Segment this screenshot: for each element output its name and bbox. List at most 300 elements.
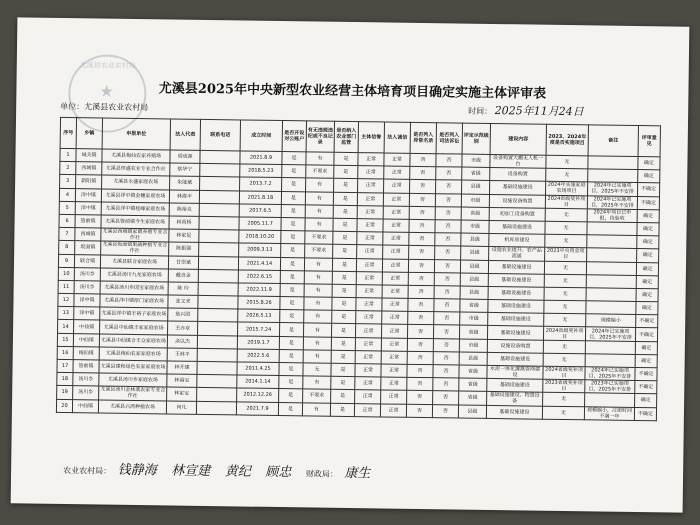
table-cell: 是: [333, 192, 357, 206]
table-cell: 正常: [355, 377, 381, 391]
table-cell: 无: [543, 340, 585, 354]
table-cell: 否: [433, 365, 459, 379]
table-cell: 有: [303, 350, 331, 364]
signature-4: 顾忠: [265, 464, 292, 481]
table-cell: 尤溪县中仙镇丰家家庭农场: [100, 320, 168, 334]
column-header: 备注: [588, 125, 638, 157]
table-cell: 否: [433, 378, 459, 392]
table-cell: 2011.4.25: [237, 362, 279, 376]
table-cell: 正常: [357, 219, 383, 233]
table-cell: 2024年已实施项目，2025年不安排: [587, 182, 637, 196]
table-cell: 2009.3.13: [239, 243, 281, 257]
table-cell: [586, 261, 636, 275]
table-cell: 林尚桥: [169, 216, 199, 230]
table-cell: 确定: [636, 275, 658, 288]
table-cell: 18: [57, 373, 73, 386]
table-cell: 王林平: [167, 348, 197, 362]
table-cell: 是: [334, 165, 358, 179]
table-cell: 2026.5.13: [238, 309, 280, 323]
table-cell: [198, 256, 238, 270]
table-cell: 王亦章: [168, 321, 198, 335]
table-cell: 林丽宝: [167, 374, 197, 388]
table-cell: 是: [279, 336, 303, 350]
table-cell: 确定: [638, 157, 660, 170]
table-cell: 县级: [460, 286, 488, 300]
table-cell: 17: [57, 359, 73, 372]
table-cell: 是: [282, 178, 306, 192]
table-cell: 尤溪县永盛家庭农场: [102, 175, 170, 189]
table-cell: 2024年项目已申报，待验收: [587, 209, 637, 223]
seal-text: 尤溪县农业农村局: [79, 61, 136, 70]
table-cell: 确定: [635, 341, 657, 354]
table-cell: 否: [407, 391, 433, 405]
table-cell: 尤溪县汤川乡家庭农场: [99, 373, 167, 387]
table-cell: 否: [410, 167, 436, 181]
table-cell: 否: [407, 338, 433, 352]
table-cell: 否: [435, 193, 461, 207]
column-header: 2023、2024年度是否实施项目: [546, 124, 588, 156]
table-cell: 否: [433, 391, 459, 405]
table-cell: 不确定: [635, 367, 657, 380]
table-cell: 2024年已实施项目，2025年不安排: [587, 195, 637, 209]
table-cell: 是: [332, 311, 356, 325]
table-cell: 2024年实施家庭农场项目: [545, 182, 587, 196]
table-cell: 尤溪县建和绿色农家家庭农场: [99, 360, 167, 374]
table-cell: 7: [59, 228, 75, 241]
table-cell: [198, 309, 238, 323]
table-cell: 否: [409, 193, 435, 207]
table-cell: 设施设备购置: [487, 339, 543, 353]
table-cell: 汤川乡: [73, 373, 99, 387]
date-label: 时间：: [468, 106, 493, 116]
table-cell: 尤溪县汤川乡国宝家庭农场: [100, 281, 168, 295]
table-cell: 有: [305, 205, 333, 219]
table-cell: 设施农业提升、农产品流通: [489, 247, 545, 261]
table-cell: 是: [331, 390, 355, 404]
table-cell: 2017.6.5: [239, 204, 281, 218]
table-cell: 设备购置: [490, 168, 546, 182]
table-cell: [585, 340, 635, 354]
table-cell: 正常: [355, 390, 381, 404]
table-cell: 无: [542, 406, 584, 420]
signature-1: 钱静海: [117, 462, 157, 479]
star-icon: ★: [99, 81, 114, 101]
table-cell: 无: [545, 221, 587, 235]
column-header: 是否纳入农业部门监管: [334, 121, 358, 152]
table-cell: 是: [279, 389, 303, 403]
table-cell: 何凡: [166, 401, 196, 415]
table-cell: 2012.12.26: [237, 388, 279, 402]
table-cell: 县级: [459, 352, 487, 366]
table-cell: 市级: [460, 312, 488, 326]
table-cell: 确定: [635, 394, 657, 407]
table-cell: 2023中央资金项目: [545, 248, 587, 262]
table-cell: 2024省级奖补项目: [543, 327, 585, 341]
table-cell: [200, 177, 240, 191]
table-cell: 确定: [636, 302, 658, 315]
table-cell: 否: [409, 246, 435, 260]
table-cell: [199, 190, 239, 204]
signature-finance: 康生: [344, 465, 371, 482]
column-header: 联系电话: [200, 119, 240, 151]
table-cell: 基础设施建设: [488, 286, 544, 300]
table-cell: 确定: [635, 354, 657, 367]
table-cell: 是: [330, 403, 354, 417]
table-cell: 水泥一体化灌溉管网建设: [487, 365, 543, 379]
table-cell: 中仙镇: [72, 399, 98, 413]
table-cell: [197, 361, 237, 375]
table-cell: [200, 164, 240, 178]
table-cell: [585, 354, 635, 368]
document-title: 尤溪县2025年中央新型农业经营主体培育项目确定实施主体评审表: [158, 81, 547, 102]
table-cell: 林开建: [167, 361, 197, 375]
table-cell: 2024年已实施项目，2025年不安排: [585, 327, 635, 341]
table-cell: [200, 150, 240, 164]
table-cell: [196, 401, 236, 415]
table-cell: [588, 156, 638, 170]
table-cell: 洋中镇: [74, 294, 100, 308]
table-cell: 否: [407, 364, 433, 378]
table-cell: 正常: [358, 153, 384, 167]
table-cell: 否: [434, 286, 460, 300]
table-cell: 基础设施建设: [487, 326, 543, 340]
table-cell: 有: [305, 218, 333, 232]
table-cell: [587, 222, 637, 236]
table-cell: 基础设施建设: [488, 299, 544, 313]
table-cell: 尤溪县坂面镇果蔬种植专业合作社: [102, 241, 168, 255]
table-cell: 陈 玲: [168, 282, 198, 296]
table-cell: 2021.4.14: [238, 256, 280, 270]
table-cell: 梅仙镇: [73, 346, 99, 360]
table-cell: 西城镇: [75, 228, 101, 242]
table-cell: 有: [304, 271, 332, 285]
column-header: 有无违规违纪或不良记录: [306, 121, 334, 152]
table-cell: 正常: [381, 351, 407, 365]
table-cell: 10: [58, 267, 74, 280]
column-header: 主体信誉: [358, 122, 384, 153]
table-cell: 是: [331, 350, 355, 364]
table-cell: 否: [432, 404, 458, 418]
table-cell: 尤溪县梅仙农家养殖场: [102, 149, 170, 163]
table-cell: 20: [56, 399, 72, 412]
table-cell: 县级: [461, 233, 489, 247]
table-cell: 正常: [357, 205, 383, 219]
table-cell: 是: [331, 337, 355, 351]
table-cell: 正常: [358, 166, 384, 180]
table-cell: 基础设施建设: [488, 273, 544, 287]
table-cell: 正常: [383, 193, 409, 207]
table-cell: 是: [332, 258, 356, 272]
table-cell: 正常: [358, 179, 384, 193]
table-cell: 14: [58, 320, 74, 333]
table-cell: 否: [409, 219, 435, 233]
table-cell: 林家宝: [167, 387, 197, 401]
table-cell: 有: [304, 284, 332, 298]
table-cell: [198, 282, 238, 296]
table-cell: 16: [57, 346, 73, 359]
table-cell: 2015.8.26: [238, 296, 280, 310]
table-cell: 15: [57, 333, 73, 346]
table-cell: 基础设施建设: [486, 405, 542, 419]
signature-2: 林宣建: [171, 463, 211, 480]
table-cell: 2: [60, 162, 76, 175]
table-cell: 无: [544, 313, 586, 327]
table-cell: 正常: [384, 153, 410, 167]
table-cell: [199, 216, 239, 230]
column-header: 申报单位: [102, 118, 170, 150]
table-cell: 6: [59, 214, 75, 227]
table-cell: 是: [280, 310, 304, 324]
table-cell: 不要求: [305, 244, 333, 258]
table-cell: 设备购置大棚无人机一台: [490, 154, 546, 168]
table-cell: [197, 335, 237, 349]
table-cell: 尤溪县西城镇家禽养殖专业合作社: [102, 228, 168, 242]
table-cell: 不要求: [305, 231, 333, 245]
table-body: [56, 148, 660, 420]
table-cell: 正常: [356, 271, 382, 285]
table-cell: [586, 301, 636, 315]
table-cell: 是: [331, 376, 355, 390]
table-cell: 有: [304, 257, 332, 271]
table-cell: 2013.7.2: [240, 177, 282, 191]
table-cell: 有: [306, 152, 334, 166]
table-cell: 否: [407, 377, 433, 391]
table-cell: 县级: [460, 260, 488, 274]
table-cell: 省级: [460, 299, 488, 313]
table-cell: 确定: [637, 249, 659, 262]
table-cell: 2021.7.9: [236, 401, 278, 415]
table-cell: 张文来: [168, 295, 198, 309]
table-cell: 无: [546, 155, 588, 169]
table-cell: 是: [279, 323, 303, 337]
table-cell: 无: [544, 261, 586, 275]
table-cell: 正常: [356, 284, 382, 298]
table-cell: 省级: [459, 365, 487, 379]
table-cell: 西城镇: [76, 162, 102, 176]
table-cell: 联合镇: [74, 254, 100, 268]
table-cell: 不确定: [637, 196, 659, 209]
column-header: 是否列入异常名录: [410, 122, 436, 153]
table-cell: 不确定: [634, 407, 656, 420]
table-cell: 洋中镇: [74, 307, 100, 321]
table-cell: [586, 274, 636, 288]
table-cell: 是: [281, 244, 305, 258]
review-table: [56, 117, 661, 421]
table-cell: 初加工设备购置: [489, 207, 545, 221]
table-cell: 正常: [381, 324, 407, 338]
table-cell: 洋中镇: [75, 201, 101, 215]
table-cell: 2024省级奖补项目: [543, 366, 585, 380]
table-cell: [199, 230, 239, 244]
table-cell: 不要求: [306, 165, 334, 179]
table-cell: 11: [58, 280, 74, 293]
table-cell: 2024年已实施项目，2025年不安排: [585, 367, 635, 381]
table-cell: 是: [281, 231, 305, 245]
table-cell: 2019.1.7: [237, 336, 279, 350]
table-cell: 有: [304, 310, 332, 324]
table-cell: 2014.1.14: [237, 375, 279, 389]
table-cell: 否: [434, 312, 460, 326]
table-cell: 正常: [355, 364, 381, 378]
table-cell: 是: [332, 297, 356, 311]
table-cell: 基础设施建设、物置设备: [487, 392, 543, 406]
table-cell: 基础设施建设: [488, 313, 544, 327]
table-cell: 正常: [382, 298, 408, 312]
table-cell: 正常: [381, 390, 407, 404]
table-cell: 詹兴国: [168, 308, 198, 322]
table-cell: [587, 235, 637, 249]
table-cell: 是: [281, 204, 305, 218]
table-cell: 正常: [382, 311, 408, 325]
table-cell: 基础设施建设: [490, 181, 546, 195]
table-cell: 尤溪县汤川九龙家庭农场: [100, 268, 168, 282]
table-cell: 是: [281, 217, 305, 231]
table-cell: 正常: [383, 245, 409, 259]
table-cell: 2021.8.9: [240, 151, 282, 165]
table-cell: 否: [409, 206, 435, 220]
table-cell: 不确定: [637, 183, 659, 196]
table-cell: 胡成源: [170, 150, 200, 164]
table-cell: [588, 169, 638, 183]
table-cell: 否: [433, 351, 459, 365]
table-cell: [199, 203, 239, 217]
table-cell: 林家星: [169, 229, 199, 243]
table-cell: 否: [435, 220, 461, 234]
finance-bureau-label: 财政局：: [305, 469, 338, 479]
table-cell: 是: [331, 324, 355, 338]
table-cell: 否: [407, 325, 433, 339]
table-cell: 尤溪县恒盛农业专业合作社: [102, 162, 170, 176]
table-cell: 4: [59, 188, 75, 201]
table-cell: 1: [60, 148, 76, 161]
table-cell: 县级: [460, 273, 488, 287]
table-cell: 正常: [357, 245, 383, 259]
table-cell: 不确定: [635, 381, 657, 394]
table-cell: 正常: [381, 377, 407, 391]
table-cell: 正常: [383, 232, 409, 246]
table-cell: 正常: [380, 404, 406, 418]
document-sheet: [11, 17, 690, 512]
table-cell: 正常: [355, 337, 381, 351]
signature-line: [63, 458, 383, 481]
table-cell: 否: [436, 167, 462, 181]
table-cell: 是: [332, 284, 356, 298]
table-cell: 不要求: [303, 389, 331, 403]
table-cell: 是: [279, 349, 303, 363]
table-cell: 正常: [383, 206, 409, 220]
table-cell: 2022.6.15: [238, 270, 280, 284]
date-value: 2025年11月24日: [494, 104, 584, 119]
table-cell: 是: [334, 179, 358, 193]
table-cell: 正常: [356, 258, 382, 272]
table-cell: 正常: [354, 403, 380, 417]
table-cell: 尤溪县中仙镇合丰众家庭农场: [99, 334, 167, 348]
table-cell: 市级: [462, 154, 490, 168]
table-cell: 确定: [637, 236, 659, 249]
table-cell: 正常: [382, 272, 408, 286]
table-cell: 有: [304, 297, 332, 311]
table-cell: 9: [58, 254, 74, 267]
table-cell: 市级: [461, 220, 489, 234]
table-cell: 尤溪县管前镇今生家庭农场: [101, 215, 169, 229]
table-cell: 否: [436, 154, 462, 168]
table-cell: 市级: [459, 339, 487, 353]
table-cell: 甘崇斌: [168, 255, 198, 269]
table-cell: 无: [545, 208, 587, 222]
table-cell: 尤溪县联合家庭农场: [100, 255, 168, 269]
table-cell: 是: [332, 271, 356, 285]
table-cell: 不确定: [636, 315, 658, 328]
column-header: 乡镇: [76, 118, 102, 149]
table-cell: 是: [331, 363, 355, 377]
table-cell: 否: [406, 404, 432, 418]
table-cell: 省级: [459, 325, 487, 339]
table-cell: 不确定: [635, 328, 657, 341]
table-cell: 2021.8.18: [239, 191, 281, 205]
table-cell: 市级: [461, 194, 489, 208]
column-header: 序号: [60, 117, 76, 148]
table-cell: 3: [60, 175, 76, 188]
table-cell: 基础设施建设: [489, 220, 545, 234]
table-cell: 县级: [462, 180, 490, 194]
table-cell: 是: [280, 297, 304, 311]
table-cell: 尤溪县洋中镇金穗家庭农场: [101, 189, 169, 203]
table-cell: 否: [434, 272, 460, 286]
table-cell: 管前镇: [75, 215, 101, 229]
table-cell: 确定: [636, 288, 658, 301]
table-cell: 2018.5.23: [240, 164, 282, 178]
table-cell: 汤川乡: [74, 281, 100, 295]
table-cell: 是: [280, 270, 304, 284]
table-cell: 无: [543, 393, 585, 407]
table-cell: 否: [409, 232, 435, 246]
table-cell: 正常: [357, 232, 383, 246]
table-cell: 2022.11.9: [238, 283, 280, 297]
table-cell: 正常: [381, 338, 407, 352]
table-cell: 否: [434, 259, 460, 273]
table-cell: 19: [57, 386, 73, 399]
table-cell: 是: [279, 376, 303, 390]
table-cell: [198, 322, 238, 336]
table-cell: 否: [434, 299, 460, 313]
table-cell: 2015.7.24: [238, 322, 280, 336]
table-cell: 洋中镇: [75, 188, 101, 202]
column-header: 成立时间: [240, 120, 282, 152]
table-cell: [197, 388, 237, 402]
table-cell: 否: [433, 325, 459, 339]
table-cell: 2023年已实施项目，2025年不安排: [585, 380, 635, 394]
table-cell: 正常: [382, 258, 408, 272]
table-cell: 有: [303, 336, 331, 350]
column-header: 法人诚信: [384, 122, 410, 153]
table-cell: 有: [303, 376, 331, 390]
table-cell: 是: [333, 231, 357, 245]
unit-label: 单位：尤溪县农业农村局: [60, 101, 149, 113]
table-cell: 尤溪县洋中镇厚门家庭农场: [100, 294, 168, 308]
table-cell: 蔡华宁: [170, 163, 200, 177]
table-cell: 否: [410, 180, 436, 194]
table-cell: 省级: [462, 167, 490, 181]
table-cell: 2022.5.6: [237, 349, 279, 363]
table-cell: 基础设施建设: [488, 260, 544, 274]
signature-3: 黄纪: [224, 464, 251, 480]
table-cell: 否: [408, 259, 434, 273]
table-cell: [198, 269, 238, 283]
agri-bureau-label: 农业农村局：: [63, 466, 112, 476]
table-cell: 林海丰: [169, 190, 199, 204]
table-cell: 否: [407, 351, 433, 365]
table-cell: 县级: [458, 405, 486, 419]
